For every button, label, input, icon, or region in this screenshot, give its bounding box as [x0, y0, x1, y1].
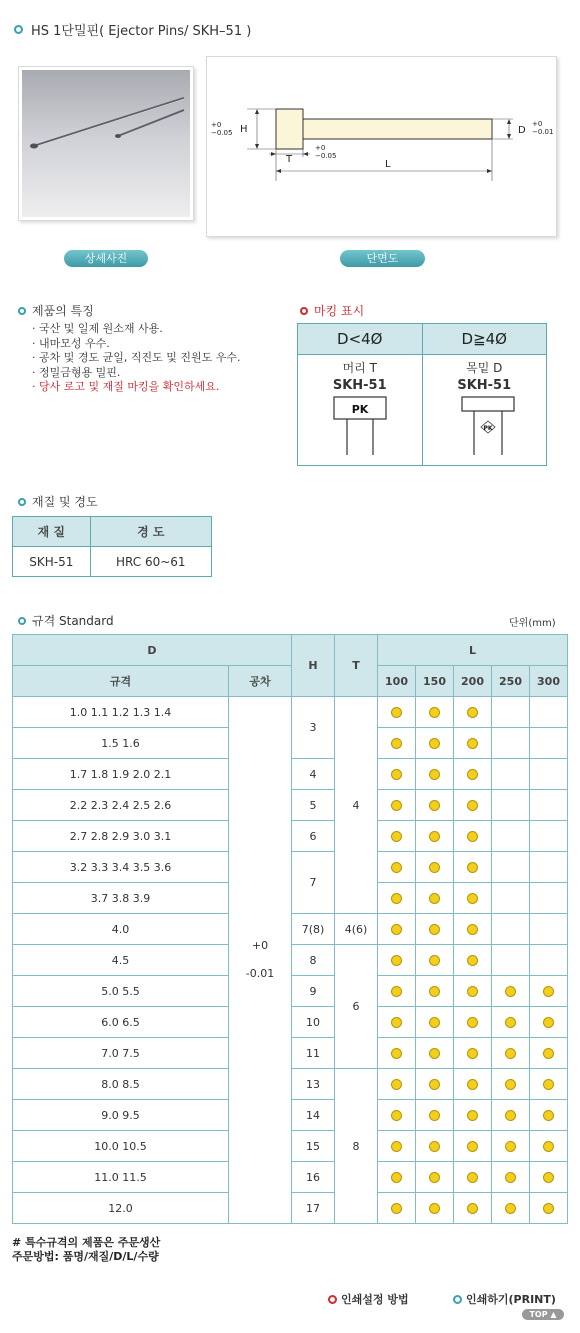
- cross-section-drawing: [206, 56, 557, 237]
- available-dot-icon: [391, 1079, 402, 1090]
- available-dot-icon: [505, 986, 516, 997]
- marking-neck-cell: [422, 355, 547, 466]
- availability-cell: [378, 883, 416, 914]
- t-cell: 6: [335, 945, 378, 1069]
- availability-cell: [530, 790, 568, 821]
- size-cell: 7.0 7.5: [13, 1038, 229, 1069]
- spec-header-tolerance: 공차: [229, 666, 292, 697]
- spec-table: [12, 634, 568, 1224]
- availability-cell: [378, 1131, 416, 1162]
- availability-cell: [416, 1038, 454, 1069]
- size-cell: 3.7 3.8 3.9: [13, 883, 229, 914]
- size-cell: 12.0: [13, 1193, 229, 1224]
- available-dot-icon: [543, 1203, 554, 1214]
- bullet-icon: [453, 1295, 462, 1304]
- size-cell: 2.2 2.3 2.4 2.5 2.6: [13, 790, 229, 821]
- size-cell: 4.0: [13, 914, 229, 945]
- material-table: [12, 516, 212, 577]
- spec-header-h: H: [292, 635, 335, 697]
- h-cell: 9: [292, 976, 335, 1007]
- available-dot-icon: [391, 738, 402, 749]
- available-dot-icon: [543, 1017, 554, 1028]
- available-dot-icon: [543, 1079, 554, 1090]
- bullet-icon: [14, 25, 23, 34]
- available-dot-icon: [429, 1203, 440, 1214]
- availability-cell: [530, 976, 568, 1007]
- availability-cell: [492, 821, 530, 852]
- features-list: [32, 322, 240, 395]
- spec-heading: 규격 Standard: [18, 612, 114, 629]
- available-dot-icon: [467, 800, 478, 811]
- section-button[interactable]: 단면도: [340, 250, 425, 267]
- availability-cell: [454, 697, 492, 728]
- available-dot-icon: [429, 800, 440, 811]
- size-cell: 4.5: [13, 945, 229, 976]
- h-cell: 3: [292, 697, 335, 759]
- availability-cell: [454, 1162, 492, 1193]
- available-dot-icon: [467, 1172, 478, 1183]
- h-cell: 8: [292, 945, 335, 976]
- availability-cell: [454, 1131, 492, 1162]
- available-dot-icon: [429, 1017, 440, 1028]
- order-notes: [12, 1236, 160, 1264]
- availability-cell: [416, 759, 454, 790]
- available-dot-icon: [505, 1110, 516, 1121]
- availability-cell: [378, 914, 416, 945]
- size-cell: 1.0 1.1 1.2 1.3 1.4: [13, 697, 229, 728]
- availability-cell: [492, 976, 530, 1007]
- h-cell: 7: [292, 852, 335, 914]
- availability-cell: [530, 914, 568, 945]
- availability-cell: [378, 976, 416, 1007]
- ejector-pin-image: [22, 70, 192, 219]
- available-dot-icon: [429, 955, 440, 966]
- available-dot-icon: [391, 893, 402, 904]
- availability-cell: [378, 728, 416, 759]
- h-cell: 11: [292, 1038, 335, 1069]
- available-dot-icon: [391, 1048, 402, 1059]
- size-cell: 5.0 5.5: [13, 976, 229, 1007]
- length-header: 100: [378, 666, 416, 697]
- available-dot-icon: [505, 1079, 516, 1090]
- spec-header-l: L: [378, 635, 568, 666]
- marking-col-header: D<4Ø: [298, 324, 423, 355]
- available-dot-icon: [467, 1110, 478, 1121]
- svg-text:L: L: [385, 159, 391, 170]
- feature-item: · 공차 및 경도 균일, 직진도 및 진원도 우수.: [32, 351, 241, 364]
- h-cell: 15: [292, 1131, 335, 1162]
- svg-text:−0.01: −0.01: [532, 128, 554, 136]
- availability-cell: [492, 914, 530, 945]
- material-value: SKH-51: [13, 547, 91, 577]
- availability-cell: [492, 1007, 530, 1038]
- availability-cell: [530, 852, 568, 883]
- unit-label: 단위(mm): [509, 618, 556, 629]
- availability-cell: [378, 1069, 416, 1100]
- availability-cell: [378, 790, 416, 821]
- bullet-icon: [300, 307, 308, 315]
- availability-cell: [530, 1100, 568, 1131]
- h-cell: 7(8): [292, 914, 335, 945]
- availability-cell: [530, 1038, 568, 1069]
- size-cell: 11.0 11.5: [13, 1162, 229, 1193]
- availability-cell: [454, 1069, 492, 1100]
- product-photo: [18, 66, 194, 221]
- availability-cell: [416, 1162, 454, 1193]
- availability-cell: [416, 728, 454, 759]
- available-dot-icon: [391, 800, 402, 811]
- available-dot-icon: [467, 707, 478, 718]
- available-dot-icon: [543, 1048, 554, 1059]
- t-cell: 4(6): [335, 914, 378, 945]
- page-title: HS 1단밀핀( Ejector Pins/ SKH–51 ): [14, 20, 251, 39]
- spec-header-t: T: [335, 635, 378, 697]
- length-header: 200: [454, 666, 492, 697]
- availability-cell: [378, 945, 416, 976]
- dimension-diagram: [207, 57, 556, 236]
- bullet-icon: [18, 498, 26, 506]
- available-dot-icon: [429, 986, 440, 997]
- available-dot-icon: [505, 1203, 516, 1214]
- print-setting-link[interactable]: 인쇄설정 방법: [328, 1291, 409, 1307]
- available-dot-icon: [505, 1172, 516, 1183]
- available-dot-icon: [429, 862, 440, 873]
- availability-cell: [530, 1162, 568, 1193]
- availability-cell: [492, 728, 530, 759]
- svg-text:+0: +0: [532, 120, 543, 128]
- available-dot-icon: [429, 738, 440, 749]
- h-cell: 17: [292, 1193, 335, 1224]
- tolerance-value: -0.01: [245, 967, 275, 980]
- availability-cell: [416, 697, 454, 728]
- availability-cell: [530, 883, 568, 914]
- available-dot-icon: [543, 986, 554, 997]
- availability-cell: [378, 1100, 416, 1131]
- availability-cell: [378, 1193, 416, 1224]
- material-col-header: 재 질: [13, 517, 91, 547]
- svg-text:PK: PK: [351, 403, 369, 416]
- available-dot-icon: [467, 955, 478, 966]
- availability-cell: [416, 1069, 454, 1100]
- h-cell: 5: [292, 790, 335, 821]
- available-dot-icon: [467, 738, 478, 749]
- size-cell: 2.7 2.8 2.9 3.0 3.1: [13, 821, 229, 852]
- availability-cell: [378, 697, 416, 728]
- h-cell: 6: [292, 821, 335, 852]
- availability-cell: [492, 883, 530, 914]
- available-dot-icon: [429, 924, 440, 935]
- availability-cell: [492, 945, 530, 976]
- availability-cell: [454, 790, 492, 821]
- note-line: # 특수규격의 제품은 주문생산: [12, 1236, 161, 1249]
- length-header: 150: [416, 666, 454, 697]
- availability-cell: [492, 790, 530, 821]
- size-cell: 6.0 6.5: [13, 1007, 229, 1038]
- print-link[interactable]: 인쇄하기(PRINT): [453, 1291, 556, 1307]
- available-dot-icon: [391, 862, 402, 873]
- available-dot-icon: [467, 862, 478, 873]
- size-cell: 9.0 9.5: [13, 1100, 229, 1131]
- bullet-icon: [18, 617, 26, 625]
- svg-text:+0: +0: [211, 121, 222, 129]
- available-dot-icon: [467, 986, 478, 997]
- available-dot-icon: [391, 1172, 402, 1183]
- t-cell: 8: [335, 1069, 378, 1224]
- h-cell: 13: [292, 1069, 335, 1100]
- available-dot-icon: [391, 1110, 402, 1121]
- availability-cell: [416, 1131, 454, 1162]
- hardness-value: HRC 60~61: [90, 547, 211, 577]
- svg-text:D: D: [518, 125, 526, 136]
- h-cell: 4: [292, 759, 335, 790]
- pin-head-marking-icon: [305, 393, 415, 457]
- note-line: 주문방법: 품명/재질/D/L/수량: [12, 1250, 159, 1263]
- available-dot-icon: [391, 955, 402, 966]
- availability-cell: [378, 821, 416, 852]
- availability-cell: [530, 1131, 568, 1162]
- available-dot-icon: [429, 769, 440, 780]
- available-dot-icon: [391, 707, 402, 718]
- pin-neck-marking-icon: [429, 393, 539, 457]
- bullet-icon: [18, 307, 26, 315]
- availability-cell: [492, 1038, 530, 1069]
- availability-cell: [378, 1038, 416, 1069]
- available-dot-icon: [391, 924, 402, 935]
- availability-cell: [416, 790, 454, 821]
- availability-cell: [454, 1007, 492, 1038]
- availability-cell: [454, 914, 492, 945]
- availability-cell: [378, 1007, 416, 1038]
- available-dot-icon: [391, 1141, 402, 1152]
- available-dot-icon: [467, 1141, 478, 1152]
- table-row: [13, 697, 568, 728]
- h-cell: 16: [292, 1162, 335, 1193]
- available-dot-icon: [467, 893, 478, 904]
- h-cell: 14: [292, 1100, 335, 1131]
- availability-cell: [530, 728, 568, 759]
- availability-cell: [378, 1162, 416, 1193]
- availability-cell: [416, 1007, 454, 1038]
- availability-cell: [454, 945, 492, 976]
- availability-cell: [530, 1007, 568, 1038]
- marking-table: [297, 323, 547, 466]
- available-dot-icon: [391, 831, 402, 842]
- availability-cell: [454, 821, 492, 852]
- availability-cell: [454, 883, 492, 914]
- available-dot-icon: [467, 924, 478, 935]
- available-dot-icon: [429, 707, 440, 718]
- availability-cell: [454, 728, 492, 759]
- svg-text:−0.05: −0.05: [315, 152, 337, 160]
- availability-cell: [530, 759, 568, 790]
- photo-button[interactable]: 상세사진: [64, 250, 148, 267]
- availability-cell: [454, 759, 492, 790]
- length-header: 300: [530, 666, 568, 697]
- available-dot-icon: [429, 831, 440, 842]
- availability-cell: [454, 1100, 492, 1131]
- availability-cell: [416, 1100, 454, 1131]
- available-dot-icon: [429, 1079, 440, 1090]
- available-dot-icon: [467, 1017, 478, 1028]
- feature-item: · 내마모성 우수.: [32, 336, 110, 350]
- available-dot-icon: [391, 986, 402, 997]
- availability-cell: [492, 759, 530, 790]
- availability-cell: [530, 697, 568, 728]
- availability-cell: [492, 852, 530, 883]
- svg-text:PK: PK: [483, 425, 493, 432]
- available-dot-icon: [505, 1048, 516, 1059]
- availability-cell: [454, 852, 492, 883]
- tolerance-cell: [229, 697, 292, 1224]
- availability-cell: [378, 759, 416, 790]
- feature-item: · 국산 및 일제 원소재 사용.: [32, 322, 163, 335]
- available-dot-icon: [543, 1172, 554, 1183]
- length-header: 250: [492, 666, 530, 697]
- available-dot-icon: [391, 1203, 402, 1214]
- availability-cell: [416, 1193, 454, 1224]
- available-dot-icon: [467, 1048, 478, 1059]
- material-heading: 재질 및 경도: [18, 493, 98, 510]
- t-cell: 4: [335, 697, 378, 914]
- marking-position: 목밑 D: [466, 361, 503, 375]
- marking-heading: 마킹 표시: [300, 302, 364, 319]
- availability-cell: [492, 1193, 530, 1224]
- features-heading: 제품의 특징: [18, 302, 94, 319]
- h-cell: 10: [292, 1007, 335, 1038]
- available-dot-icon: [391, 769, 402, 780]
- marking-col-header: D≧4Ø: [422, 324, 547, 355]
- availability-cell: [416, 945, 454, 976]
- availability-cell: [416, 883, 454, 914]
- available-dot-icon: [429, 1110, 440, 1121]
- available-dot-icon: [429, 1048, 440, 1059]
- availability-cell: [530, 945, 568, 976]
- svg-text:H: H: [240, 124, 248, 135]
- availability-cell: [416, 852, 454, 883]
- tolerance-value: +0: [251, 939, 269, 952]
- hardness-col-header: 경 도: [90, 517, 211, 547]
- svg-text:−0.05: −0.05: [211, 129, 233, 137]
- availability-cell: [492, 697, 530, 728]
- available-dot-icon: [543, 1110, 554, 1121]
- available-dot-icon: [467, 1079, 478, 1090]
- svg-text:T: T: [286, 154, 293, 165]
- size-cell: 8.0 8.5: [13, 1069, 229, 1100]
- availability-cell: [492, 1069, 530, 1100]
- availability-cell: [454, 1038, 492, 1069]
- available-dot-icon: [543, 1141, 554, 1152]
- availability-cell: [492, 1162, 530, 1193]
- availability-cell: [530, 1193, 568, 1224]
- availability-cell: [492, 1131, 530, 1162]
- available-dot-icon: [429, 1141, 440, 1152]
- available-dot-icon: [467, 1203, 478, 1214]
- top-button[interactable]: TOP ▲: [522, 1309, 564, 1320]
- marking-head-cell: [298, 355, 423, 466]
- available-dot-icon: [505, 1141, 516, 1152]
- size-cell: 3.2 3.3 3.4 3.5 3.6: [13, 852, 229, 883]
- availability-cell: [416, 914, 454, 945]
- size-cell: 10.0 10.5: [13, 1131, 229, 1162]
- spec-header-size: 규격: [13, 666, 229, 697]
- feature-highlight: · 당사 로고 및 재질 마킹을 확인하세요.: [32, 380, 220, 393]
- available-dot-icon: [467, 831, 478, 842]
- availability-cell: [454, 1193, 492, 1224]
- marking-material: SKH-51: [457, 378, 512, 393]
- availability-cell: [416, 821, 454, 852]
- available-dot-icon: [505, 1017, 516, 1028]
- availability-cell: [530, 1069, 568, 1100]
- marking-material: SKH-51: [332, 378, 387, 393]
- feature-item: · 정밀금형용 밀핀.: [32, 365, 121, 379]
- size-cell: 1.7 1.8 1.9 2.0 2.1: [13, 759, 229, 790]
- svg-text:+0: +0: [315, 144, 326, 152]
- availability-cell: [530, 821, 568, 852]
- available-dot-icon: [429, 893, 440, 904]
- availability-cell: [378, 852, 416, 883]
- bullet-icon: [328, 1295, 337, 1304]
- available-dot-icon: [429, 1172, 440, 1183]
- size-cell: 1.5 1.6: [13, 728, 229, 759]
- available-dot-icon: [467, 769, 478, 780]
- available-dot-icon: [391, 1017, 402, 1028]
- spec-header-d: D: [13, 635, 292, 666]
- availability-cell: [454, 976, 492, 1007]
- availability-cell: [416, 976, 454, 1007]
- availability-cell: [492, 1100, 530, 1131]
- marking-position: 머리 T: [342, 361, 377, 375]
